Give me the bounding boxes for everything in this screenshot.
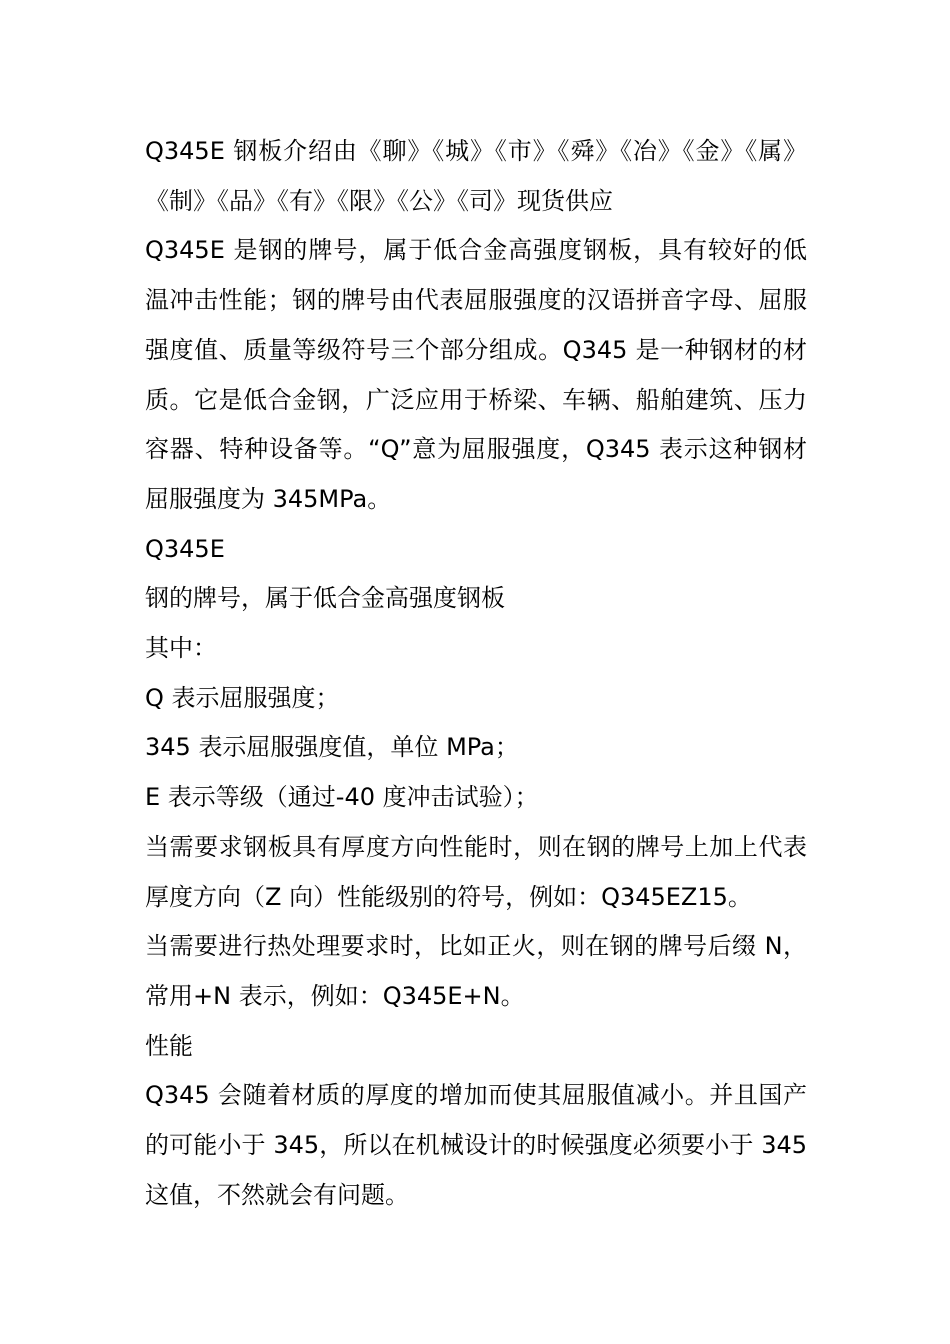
paragraph-heat-treatment: 当需要进行热处理要求时，比如正火，则在钢的牌号后缀 N，常用+N 表示，例如：Q345E+N。 [145, 932, 807, 1010]
paragraph-performance: Q345 会随着材质的厚度的增加而使其屈服值减小。并且国产的可能小于 345，所以在机械设计的时候强度必须要小于 345 这值，不然就会有问题。 [145, 1081, 807, 1209]
paragraph-e-meaning: E 表示等级（通过-40 度冲击试验）； [145, 783, 539, 812]
document-body [145, 127, 807, 1220]
paragraph-intro: Q345E 钢板介绍由《聊》《城》《市》《舜》《冶》《金》《属》《制》《品》《有》《限》《公》《司》现货供应 [145, 137, 807, 215]
paragraph-q-meaning: Q 表示屈服强度； [145, 683, 340, 712]
paragraph-grade-name: Q345E [145, 534, 225, 563]
paragraph-among-them: 其中： [145, 634, 217, 663]
paragraph-description: Q345E 是钢的牌号，属于低合金高强度钢板，具有较好的低温冲击性能；钢的牌号由代表屈服强度的汉语拼音字母、屈服强度值、质量等级符号三个部分组成。Q345 是一种钢材的材质。它是低合金钢，广泛应用于桥梁、车辆、船舶建筑、压力容器、特种设备等。“Q”意为屈服强度，Q345 表示这种钢材屈服强度为 345MPa。 [145, 236, 807, 513]
paragraph-345-meaning: 345 表示屈服强度值，单位 MPa； [145, 733, 519, 762]
paragraph-thickness-direction: 当需要求钢板具有厚度方向性能时，则在钢的牌号上加上代表厚度方向（Z 向）性能级别的符号，例如：Q345EZ15。 [145, 832, 807, 911]
paragraph-grade-type: 钢的牌号，属于低合金高强度钢板 [145, 584, 505, 613]
paragraph-performance-heading: 性能 [145, 1031, 193, 1060]
